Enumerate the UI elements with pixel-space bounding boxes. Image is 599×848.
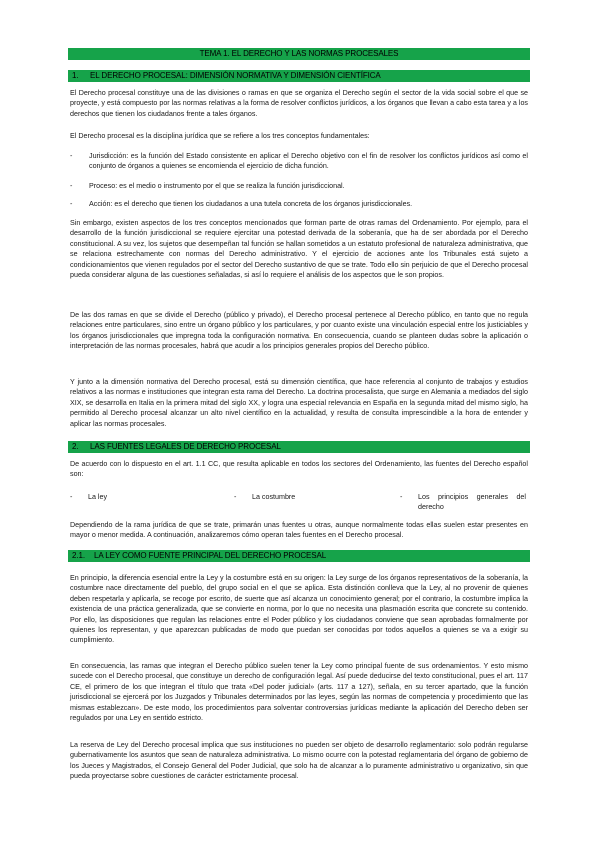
list-item-text: Jurisdicción: es la función del Estado consistente en aplicar el Derecho objetivo con el fin de resolver los conflictos jurídicos así como el conjunto de órganos a quienes se encomienda el ejercicio de dicha función. — [89, 152, 528, 171]
list-item-text: Acción: es el derecho que tienen los ciudadanos a una tutela concreta de los órganos jurisdiccionales. — [89, 200, 413, 208]
paragraph: En principio, la diferencia esencial entre la Ley y la costumbre está en su origen: la Ley surge de los órganos representativos de la soberanía, la costumbre nace directamente del pueblo, del grupo social en el que se aplica. Esta distinción conlleva que la Ley, al no provenir de quienes deben respetarla y aplicarla, se recoge por escrito, de suerte que así alcanza un conocimiento general; por el contrario, la costumbre implica la existencia de una práctica generalizada, que se convierte en norma, por lo que no necesita una plasmación escrita que concrete su contenido. Por ello, las disposiciones que regulan las relaciones entre el Poder público y los ciudadanos conviene que sean aprobadas formalmente por quienes los representan, y que aparezcan publicadas de modo que puedan ser conocidas por todos aquellos a quienes se va a exigir su cumplimiento. — [70, 574, 528, 645]
paragraph: Sin embargo, existen aspectos de los tres conceptos mencionados que forman parte de otras ramas del Ordenamiento. Por ejemplo, para el desarrollo de la función jurisdiccional se requiere ejercitar una potestad derivada de la soberanía, que ha de ser abordada por el Derecho constitucional. A su vez, los sujetos que desempeñan tal función se hallan sometidos a un estatuto profesional de naturaleza administrativa, que se relaciona estrechamente con normas del Derecho administrativo. Y el ejercicio de acciones ante los Tribunales está sujeto a condicionamientos que vienen regulados por el sector del Derecho sustantivo de que se trate. Todo ello sin perjuicio de que el Derecho procesal pueda considerar alguna de las cuestiones señaladas, si así lo requiere el análisis de los aspectos que le son propios. — [70, 219, 528, 280]
paragraph: La reserva de Ley del Derecho procesal implica que sus instituciones no pueden ser objeto de desarrollo reglamentario: solo podrán regularse gubernativamente los asuntos que sean de naturaleza administrativa. Lo mismo ocurre con la potestad reglamentaria del órgano de gobierno de los Jueces y Magistrados, el Consejo General del Poder Judicial, que solo ha de alcanzar a lo puramente administrativo u organizativo, sin que pueda proyectarse sobre cuestiones de carácter estrictamente procesal. — [70, 741, 528, 781]
bullet-dash: - — [70, 182, 73, 190]
section-2-1-heading — [68, 550, 530, 562]
paragraph: De las dos ramas en que se divide el Derecho (público y privado), el Derecho procesal pertenece al Derecho público, en tanto que no regula relaciones entre particulares, sino entre un órgano público y los particulares, y por cuanto existe una vinculación especial entre los justiciables y los órganos jurisdiccionales que impregna toda la configuración normativa. En consecuencia, cuando se planteen dudas sobre la aplicación o interpretación de las normas procesales, habrá que acudir a los principios generales propios del Derecho público. — [70, 311, 528, 351]
source-label: La ley — [88, 493, 108, 501]
section-label: LA LEY COMO FUENTE PRINCIPAL DEL DERECHO PROCESAL — [94, 551, 327, 560]
section-2-heading — [68, 441, 530, 453]
bullet-dash: - — [400, 493, 403, 501]
section-label: EL DERECHO PROCESAL: DIMENSIÓN NORMATIVA Y DIMENSIÓN CIENTÍFICA — [90, 71, 381, 80]
paragraph: El Derecho procesal constituye una de las divisiones o ramas en que se organiza el Derecho según el sector de la vida social sobre el que se proyecte, y está compuesto por las normas relativas a la forma de resolver conflictos jurídicos, a los órganos que llevan a cabo esta tarea y a los derechos que tienen los ciudadanos frente a tales órganos. — [70, 89, 528, 118]
bullet-dash: - — [70, 152, 73, 160]
section-1-heading — [68, 70, 530, 82]
section-number: 1. — [72, 71, 79, 80]
source-label: La costumbre — [252, 493, 296, 501]
section-label: LAS FUENTES LEGALES DE DERECHO PROCESAL — [90, 442, 281, 451]
paragraph: Dependiendo de la rama jurídica de que se trate, primarán unas fuentes u otras, aunque normalmente todas ellas suelen estar presentes en mayor o menor medida. A continuación, analizaremos cómo operan tales fuentes en el Derecho procesal. — [70, 521, 528, 540]
paragraph: De acuerdo con lo dispuesto en el art. 1.1 CC, que resulta aplicable en todos los sectores del Ordenamiento, las fuentes del Derecho español son: — [70, 460, 528, 479]
paragraph: El Derecho procesal es la disciplina jurídica que se refiere a los tres conceptos fundamentales: — [70, 132, 370, 140]
paragraph: En consecuencia, las ramas que integran el Derecho público suelen tener la Ley como principal fuente de sus ordenamientos. Y esto mismo sucede con el Derecho procesal, que constituye un derecho de configuración legal. Así puede deducirse del texto constitucional, pues el art. 117 CE, el primero de los que integran el título que trata «Del poder judicial» (arts. 117 a 127), señala, en su tercer apartado, que la función jurisdiccional se ejercerá por los Juzgados y Tribunales determinados por las leyes, según las normas de competencia y procedimiento que las mismas establezcan». De este modo, los procedimientos para solventar controversias jurídicas mediante la aplicación del Derecho deben ser regulados por una Ley en sentido estricto. — [70, 662, 528, 723]
document-title: TEMA 1. EL DERECHO Y LAS NORMAS PROCESALES — [68, 48, 530, 60]
bullet-dash: - — [70, 200, 73, 208]
bullet-dash: - — [70, 493, 73, 501]
paragraph: Y junto a la dimensión normativa del Derecho procesal, está su dimensión científica, que hace referencia al conjunto de trabajos y estudios relativos a las normas e instituciones que integran esta rama del Derecho. La doctrina procesalista, que surge en Alemania a mediados del siglo XIX, se desarrolla en Italia en la primera mitad del siglo XX, y logra una especial relevancia en España en la segunda mitad del mismo siglo, ha permitido al Derecho procesal alcanzar un alto nivel científico en la actualidad, y resulta de consulta imprescindible a la hora de entender y aplicar las normas procesales. — [70, 378, 528, 428]
section-number: 2.1. — [72, 551, 85, 560]
bullet-dash: - — [234, 493, 237, 501]
list-item-text: Proceso: es el medio o instrumento por el que se realiza la función jurisdiccional. — [89, 182, 345, 190]
source-label: Los principios generales del derecho — [418, 493, 526, 512]
section-number: 2. — [72, 442, 79, 451]
